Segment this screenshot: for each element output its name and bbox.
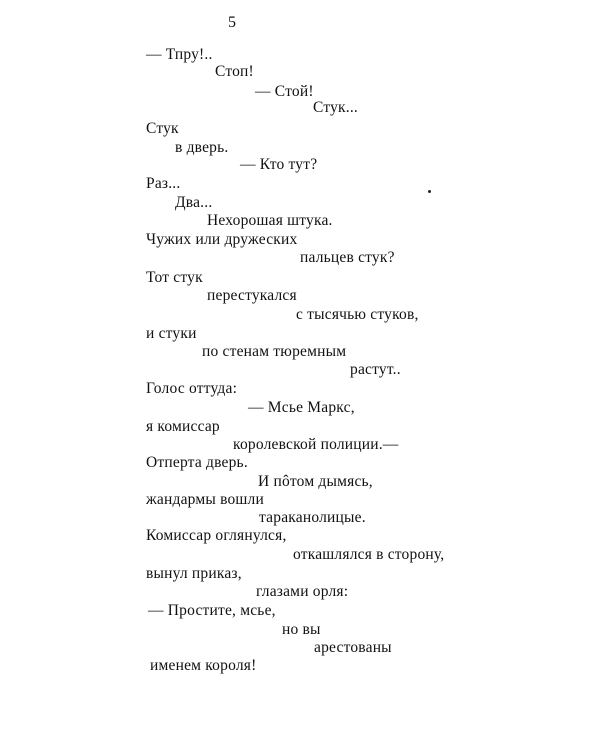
print-speck (428, 190, 431, 193)
poem-line: перестукался (207, 287, 297, 304)
poem-line: жандармы вошли (146, 491, 264, 508)
poem-line: по стенам тюремным (202, 343, 347, 360)
poem-line: И пôтом дымясь, (258, 473, 373, 490)
poem-line: Тот стук (146, 269, 203, 286)
poem-line: Чужих или дружеских (146, 231, 298, 248)
poem-line: — Простите, мсье, (148, 602, 276, 619)
poem-line: пальцев стук? (300, 249, 395, 266)
poem-line: но вы (282, 621, 321, 638)
poem-line: глазами орля: (256, 583, 349, 600)
poem-line: растут.. (350, 361, 401, 378)
poem-line: Голос оттуда: (146, 380, 238, 397)
poem-line: Стук (146, 120, 179, 137)
poem-line: — Кто тут? (240, 156, 318, 173)
poem-line: — Мсье Маркс, (248, 399, 355, 416)
page-number: 5 (228, 14, 236, 31)
poem-line: вынул приказ, (146, 565, 242, 582)
poem-line: с тысячью стуков, (296, 306, 419, 323)
poem-line: королевской полиции.— (233, 436, 399, 453)
poem-line: Стоп! (215, 63, 254, 80)
poem-line: Нехорошая штука. (207, 212, 333, 229)
poem-line: — Стой! (255, 83, 314, 100)
poem-line: тараканолицые. (259, 509, 366, 526)
poem-line: именем короля! (150, 657, 257, 674)
poem-line: в дверь. (175, 139, 229, 156)
poem-line: арестованы (314, 639, 392, 656)
poem-line: — Тпру!.. (146, 46, 213, 63)
poem-line: и стуки (146, 325, 197, 342)
poem-line: Раз... (146, 175, 181, 192)
poem-line: я комиссар (146, 418, 220, 435)
poem-line: Два... (175, 194, 213, 211)
poem-line: Комиссар оглянулся, (146, 527, 287, 544)
poem-line: откашлялся в сторону, (293, 546, 445, 563)
poem-line: Отперта дверь. (146, 454, 248, 471)
poem-line: Стук... (313, 99, 359, 116)
